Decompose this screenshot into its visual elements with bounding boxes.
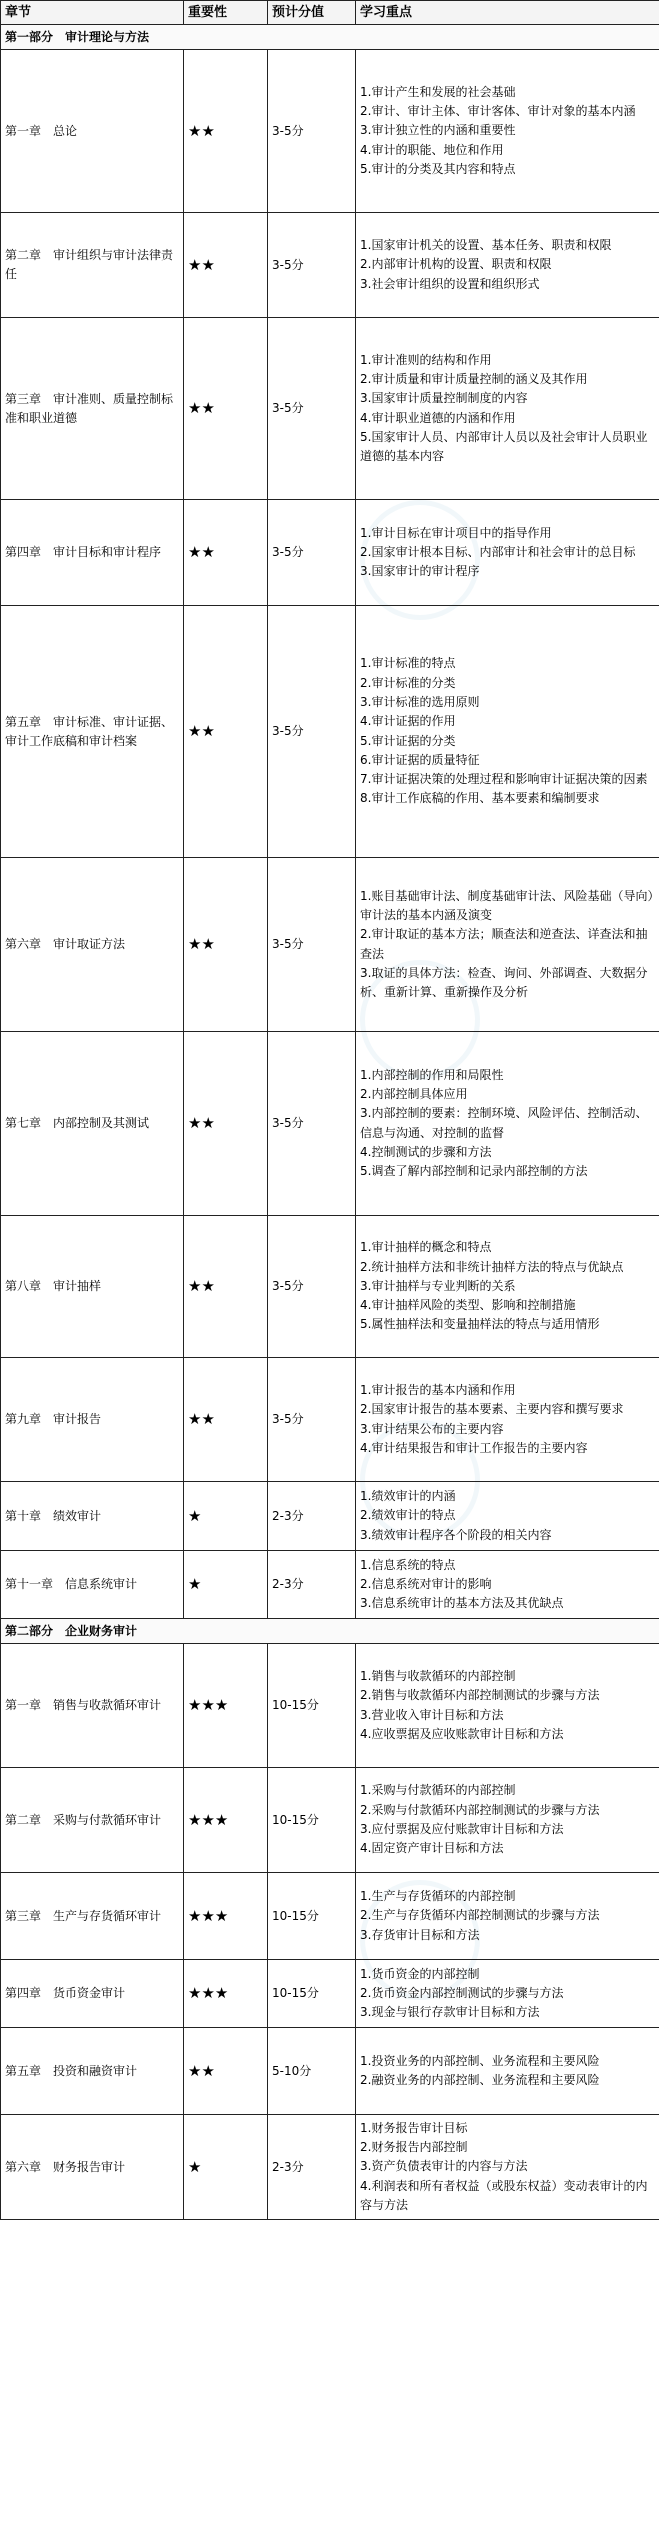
part-title-row: [1, 1619, 659, 1644]
focus-item: 1.销售与收款循环的内部控制: [360, 1668, 516, 1683]
focus-item: 3.应付票据及应付账款审计目标和方法: [360, 1822, 564, 1836]
focus-item: 2.融资业务的内部控制、业务流程和主要风险: [360, 2073, 600, 2087]
table-row: [1, 1873, 659, 1960]
points-cell: 3-5分: [268, 1216, 356, 1358]
table-row: [1, 50, 659, 213]
focus-item: 5.属性抽样法和变量抽样法的特点与适用情形: [360, 1317, 600, 1332]
focus-cell: [356, 1032, 659, 1216]
focus-item: 3.取证的具体方法：检查、询问、外部调查、大数据分析、重新计算、重新操作及分析: [360, 965, 648, 1000]
focus-item: 2.审计、审计主体、审计客体、审计对象的基本内涵: [360, 104, 636, 119]
part-title-row: [1, 25, 659, 50]
focus-item: 8.审计工作底稿的作用、基本要素和编制要求: [360, 791, 600, 806]
focus-cell: [356, 1551, 659, 1619]
points-cell: 10-15分: [268, 1644, 356, 1768]
focus-cell: [356, 1358, 659, 1482]
focus-item: 5.调查了解内部控制和记录内部控制的方法: [360, 1164, 588, 1179]
focus-item: 7.审计证据决策的处理过程和影响审计证据决策的因素: [360, 772, 648, 787]
focus-item: 1.内部控制的作用和局限性: [360, 1067, 504, 1082]
table-row: [1, 2115, 659, 2220]
header-chapter: 章节: [1, 1, 184, 25]
points-cell: 3-5分: [268, 1032, 356, 1216]
points-cell: 2-3分: [268, 2115, 356, 2220]
importance-stars: ★★: [184, 1032, 268, 1216]
chapter-cell: 第四章 审计目标和审计程序: [1, 500, 184, 606]
importance-stars: ★: [184, 1551, 268, 1619]
focus-item: 3.营业收入审计目标和方法: [360, 1707, 504, 1722]
importance-stars: ★★: [184, 1216, 268, 1358]
points-cell: 10-15分: [268, 1768, 356, 1873]
focus-cell: [356, 1482, 659, 1551]
header-focus: 学习重点: [356, 1, 659, 25]
focus-item: 4.审计的职能、地位和作用: [360, 142, 504, 157]
importance-stars: ★★: [184, 858, 268, 1032]
chapter-cell: 第六章 审计取证方法: [1, 858, 184, 1032]
focus-item: 5.审计证据的分类: [360, 733, 456, 748]
points-cell: 3-5分: [268, 1358, 356, 1482]
points-cell: 10-15分: [268, 1960, 356, 2028]
points-cell: 3-5分: [268, 213, 356, 318]
focus-cell: [356, 500, 659, 606]
table-row: [1, 213, 659, 318]
importance-stars: ★★: [184, 606, 268, 858]
chapter-cell: 第二章 审计组织与审计法律责任: [1, 213, 184, 318]
focus-item: 4.审计职业道德的内涵和作用: [360, 410, 516, 425]
points-cell: 2-3分: [268, 1482, 356, 1551]
chapter-cell: 第三章 审计准则、质量控制标准和职业道德: [1, 318, 184, 500]
focus-cell: [356, 606, 659, 858]
focus-item: 6.审计证据的质量特征: [360, 752, 480, 767]
focus-item: 4.应收票据及应收账款审计目标和方法: [360, 1726, 564, 1741]
focus-item: 2.销售与收款循环内部控制测试的步骤与方法: [360, 1688, 600, 1703]
chapter-cell: 第八章 审计抽样: [1, 1216, 184, 1358]
focus-item: 1.投资业务的内部控制、业务流程和主要风险: [360, 2053, 600, 2068]
focus-item: 4.审计证据的作用: [360, 714, 456, 729]
header-importance: 重要性: [184, 1, 268, 25]
table-row: [1, 1644, 659, 1768]
focus-item: 1.信息系统的特点: [360, 1557, 456, 1572]
chapter-cell: 第三章 生产与存货循环审计: [1, 1873, 184, 1960]
focus-item: 4.审计结果报告和审计工作报告的主要内容: [360, 1440, 588, 1455]
focus-cell: [356, 318, 659, 500]
focus-item: 3.绩效审计程序各个阶段的相关内容: [360, 1527, 552, 1542]
chapter-cell: 第十一章 信息系统审计: [1, 1551, 184, 1619]
focus-item: 1.财务报告审计目标: [360, 2120, 468, 2135]
focus-cell: [356, 1960, 659, 2028]
focus-item: 3.信息系统审计的基本方法及其优缺点: [360, 1596, 564, 1611]
points-cell: 10-15分: [268, 1873, 356, 1960]
focus-cell: [356, 2115, 659, 2220]
importance-stars: ★★: [184, 318, 268, 500]
chapter-cell: 第九章 审计报告: [1, 1358, 184, 1482]
importance-stars: ★★★: [184, 1873, 268, 1960]
focus-item: 3.现金与银行存款审计目标和方法: [360, 2005, 540, 2020]
table-row: [1, 1768, 659, 1873]
focus-item: 1.绩效审计的内涵: [360, 1489, 456, 1504]
focus-item: 2.绩效审计的特点: [360, 1508, 456, 1523]
focus-item: 1.审计抽样的概念和特点: [360, 1240, 492, 1255]
focus-item: 3.审计抽样与专业判断的关系: [360, 1278, 516, 1293]
points-cell: 3-5分: [268, 50, 356, 213]
focus-item: 2.国家审计报告的基本要素、主要内容和撰写要求: [360, 1402, 624, 1417]
focus-item: 5.国家审计人员、内部审计人员以及社会审计人员职业道德的基本内容: [360, 429, 648, 464]
importance-stars: ★★: [184, 1358, 268, 1482]
chapter-cell: 第五章 投资和融资审计: [1, 2028, 184, 2115]
focus-item: 4.审计抽样风险的类型、影响和控制措施: [360, 1298, 576, 1313]
focus-cell: [356, 1644, 659, 1768]
focus-item: 3.社会审计组织的设置和组织形式: [360, 276, 540, 291]
table-row: [1, 500, 659, 606]
table-row: [1, 606, 659, 858]
chapter-cell: 第一章 销售与收款循环审计: [1, 1644, 184, 1768]
importance-stars: ★★: [184, 2028, 268, 2115]
importance-stars: ★★: [184, 213, 268, 318]
points-cell: 3-5分: [268, 606, 356, 858]
importance-stars: ★★★: [184, 1644, 268, 1768]
focus-item: 2.财务报告内部控制: [360, 2140, 468, 2155]
focus-item: 4.控制测试的步骤和方法: [360, 1144, 492, 1159]
focus-cell: [356, 213, 659, 318]
focus-cell: [356, 1216, 659, 1358]
chapter-cell: 第二章 采购与付款循环审计: [1, 1768, 184, 1873]
focus-item: 4.利润表和所有者权益（或股东权益）变动表审计的内容与方法: [360, 2178, 648, 2212]
focus-item: 5.审计的分类及其内容和特点: [360, 161, 516, 176]
table-header-row: [1, 1, 659, 25]
importance-stars: ★★: [184, 50, 268, 213]
focus-item: 2.审计质量和审计质量控制的涵义及其作用: [360, 371, 588, 386]
chapter-cell: 第四章 货币资金审计: [1, 1960, 184, 2028]
focus-item: 1.审计报告的基本内涵和作用: [360, 1382, 516, 1397]
importance-stars: ★: [184, 2115, 268, 2220]
focus-cell: [356, 1873, 659, 1960]
focus-item: 3.资产负债表审计的内容与方法: [360, 2159, 528, 2174]
focus-cell: [356, 50, 659, 213]
points-cell: 2-3分: [268, 1551, 356, 1619]
header-points: 预计分值: [268, 1, 356, 25]
chapter-cell: 第十章 绩效审计: [1, 1482, 184, 1551]
table-row: [1, 1482, 659, 1551]
importance-stars: ★: [184, 1482, 268, 1551]
chapter-cell: 第五章 审计标准、审计证据、审计工作底稿和审计档案: [1, 606, 184, 858]
focus-item: 3.国家审计质量控制制度的内容: [360, 391, 528, 406]
focus-item: 4.固定资产审计目标和方法: [360, 1841, 504, 1856]
focus-item: 1.审计准则的结构和作用: [360, 352, 492, 367]
importance-stars: ★★★: [184, 1768, 268, 1873]
focus-item: 1.账目基础审计法、制度基础审计法、风险基础（导向）审计法的基本内涵及演变: [360, 888, 654, 922]
table-row: [1, 318, 659, 500]
table-row: [1, 1032, 659, 1216]
focus-item: 1.生产与存货循环的内部控制: [360, 1889, 516, 1904]
focus-item: 1.审计目标在审计项目中的指导作用: [360, 525, 552, 540]
focus-cell: [356, 1768, 659, 1873]
table-row: [1, 1960, 659, 2028]
importance-stars: ★★★: [184, 1960, 268, 2028]
focus-item: 1.采购与付款循环的内部控制: [360, 1783, 516, 1798]
focus-item: 1.审计标准的特点: [360, 656, 456, 671]
focus-cell: [356, 858, 659, 1032]
table-row: [1, 1358, 659, 1482]
importance-stars: ★★: [184, 500, 268, 606]
focus-item: 2.统计抽样方法和非统计抽样方法的特点与优缺点: [360, 1259, 624, 1274]
focus-item: 3.审计独立性的内涵和重要性: [360, 123, 516, 138]
table-row: [1, 1216, 659, 1358]
focus-item: 2.生产与存货循环内部控制测试的步骤与方法: [360, 1908, 600, 1923]
focus-item: 3.审计结果公布的主要内容: [360, 1421, 504, 1436]
focus-item: 2.内部控制具体应用: [360, 1086, 468, 1101]
focus-item: 2.内部审计机构的设置、职责和权限: [360, 257, 552, 272]
chapter-cell: 第六章 财务报告审计: [1, 2115, 184, 2220]
chapter-cell: 第七章 内部控制及其测试: [1, 1032, 184, 1216]
points-cell: 3-5分: [268, 500, 356, 606]
focus-item: 3.国家审计的审计程序: [360, 564, 480, 579]
focus-item: 2.审计标准的分类: [360, 675, 456, 690]
points-cell: 3-5分: [268, 858, 356, 1032]
focus-item: 3.审计标准的选用原则: [360, 694, 480, 709]
focus-item: 3.存货审计目标和方法: [360, 1927, 480, 1942]
focus-item: 2.审计取证的基本方法；顺查法和逆查法、详查法和抽查法: [360, 927, 648, 961]
part-title: 第二部分 企业财务审计: [1, 1619, 659, 1644]
points-cell: 3-5分: [268, 318, 356, 500]
focus-cell: [356, 2028, 659, 2115]
points-cell: 5-10分: [268, 2028, 356, 2115]
part-title: 第一部分 审计理论与方法: [1, 25, 659, 50]
focus-item: 3.内部控制的要素：控制环境、风险评估、控制活动、信息与沟通、对控制的监督: [360, 1106, 648, 1140]
focus-item: 2.货币资金内部控制测试的步骤与方法: [360, 1985, 564, 2000]
table-row: [1, 858, 659, 1032]
focus-item: 1.审计产生和发展的社会基础: [360, 84, 516, 99]
focus-item: 1.货币资金的内部控制: [360, 1966, 480, 1981]
focus-item: 2.采购与付款循环内部控制测试的步骤与方法: [360, 1802, 600, 1817]
table-row: [1, 1551, 659, 1619]
table-row: [1, 2028, 659, 2115]
focus-item: 2.信息系统对审计的影响: [360, 1576, 492, 1591]
chapter-cell: 第一章 总论: [1, 50, 184, 213]
focus-item: 2.国家审计根本目标、内部审计和社会审计的总目标: [360, 544, 636, 559]
focus-item: 1.国家审计机关的设置、基本任务、职责和权限: [360, 238, 612, 253]
